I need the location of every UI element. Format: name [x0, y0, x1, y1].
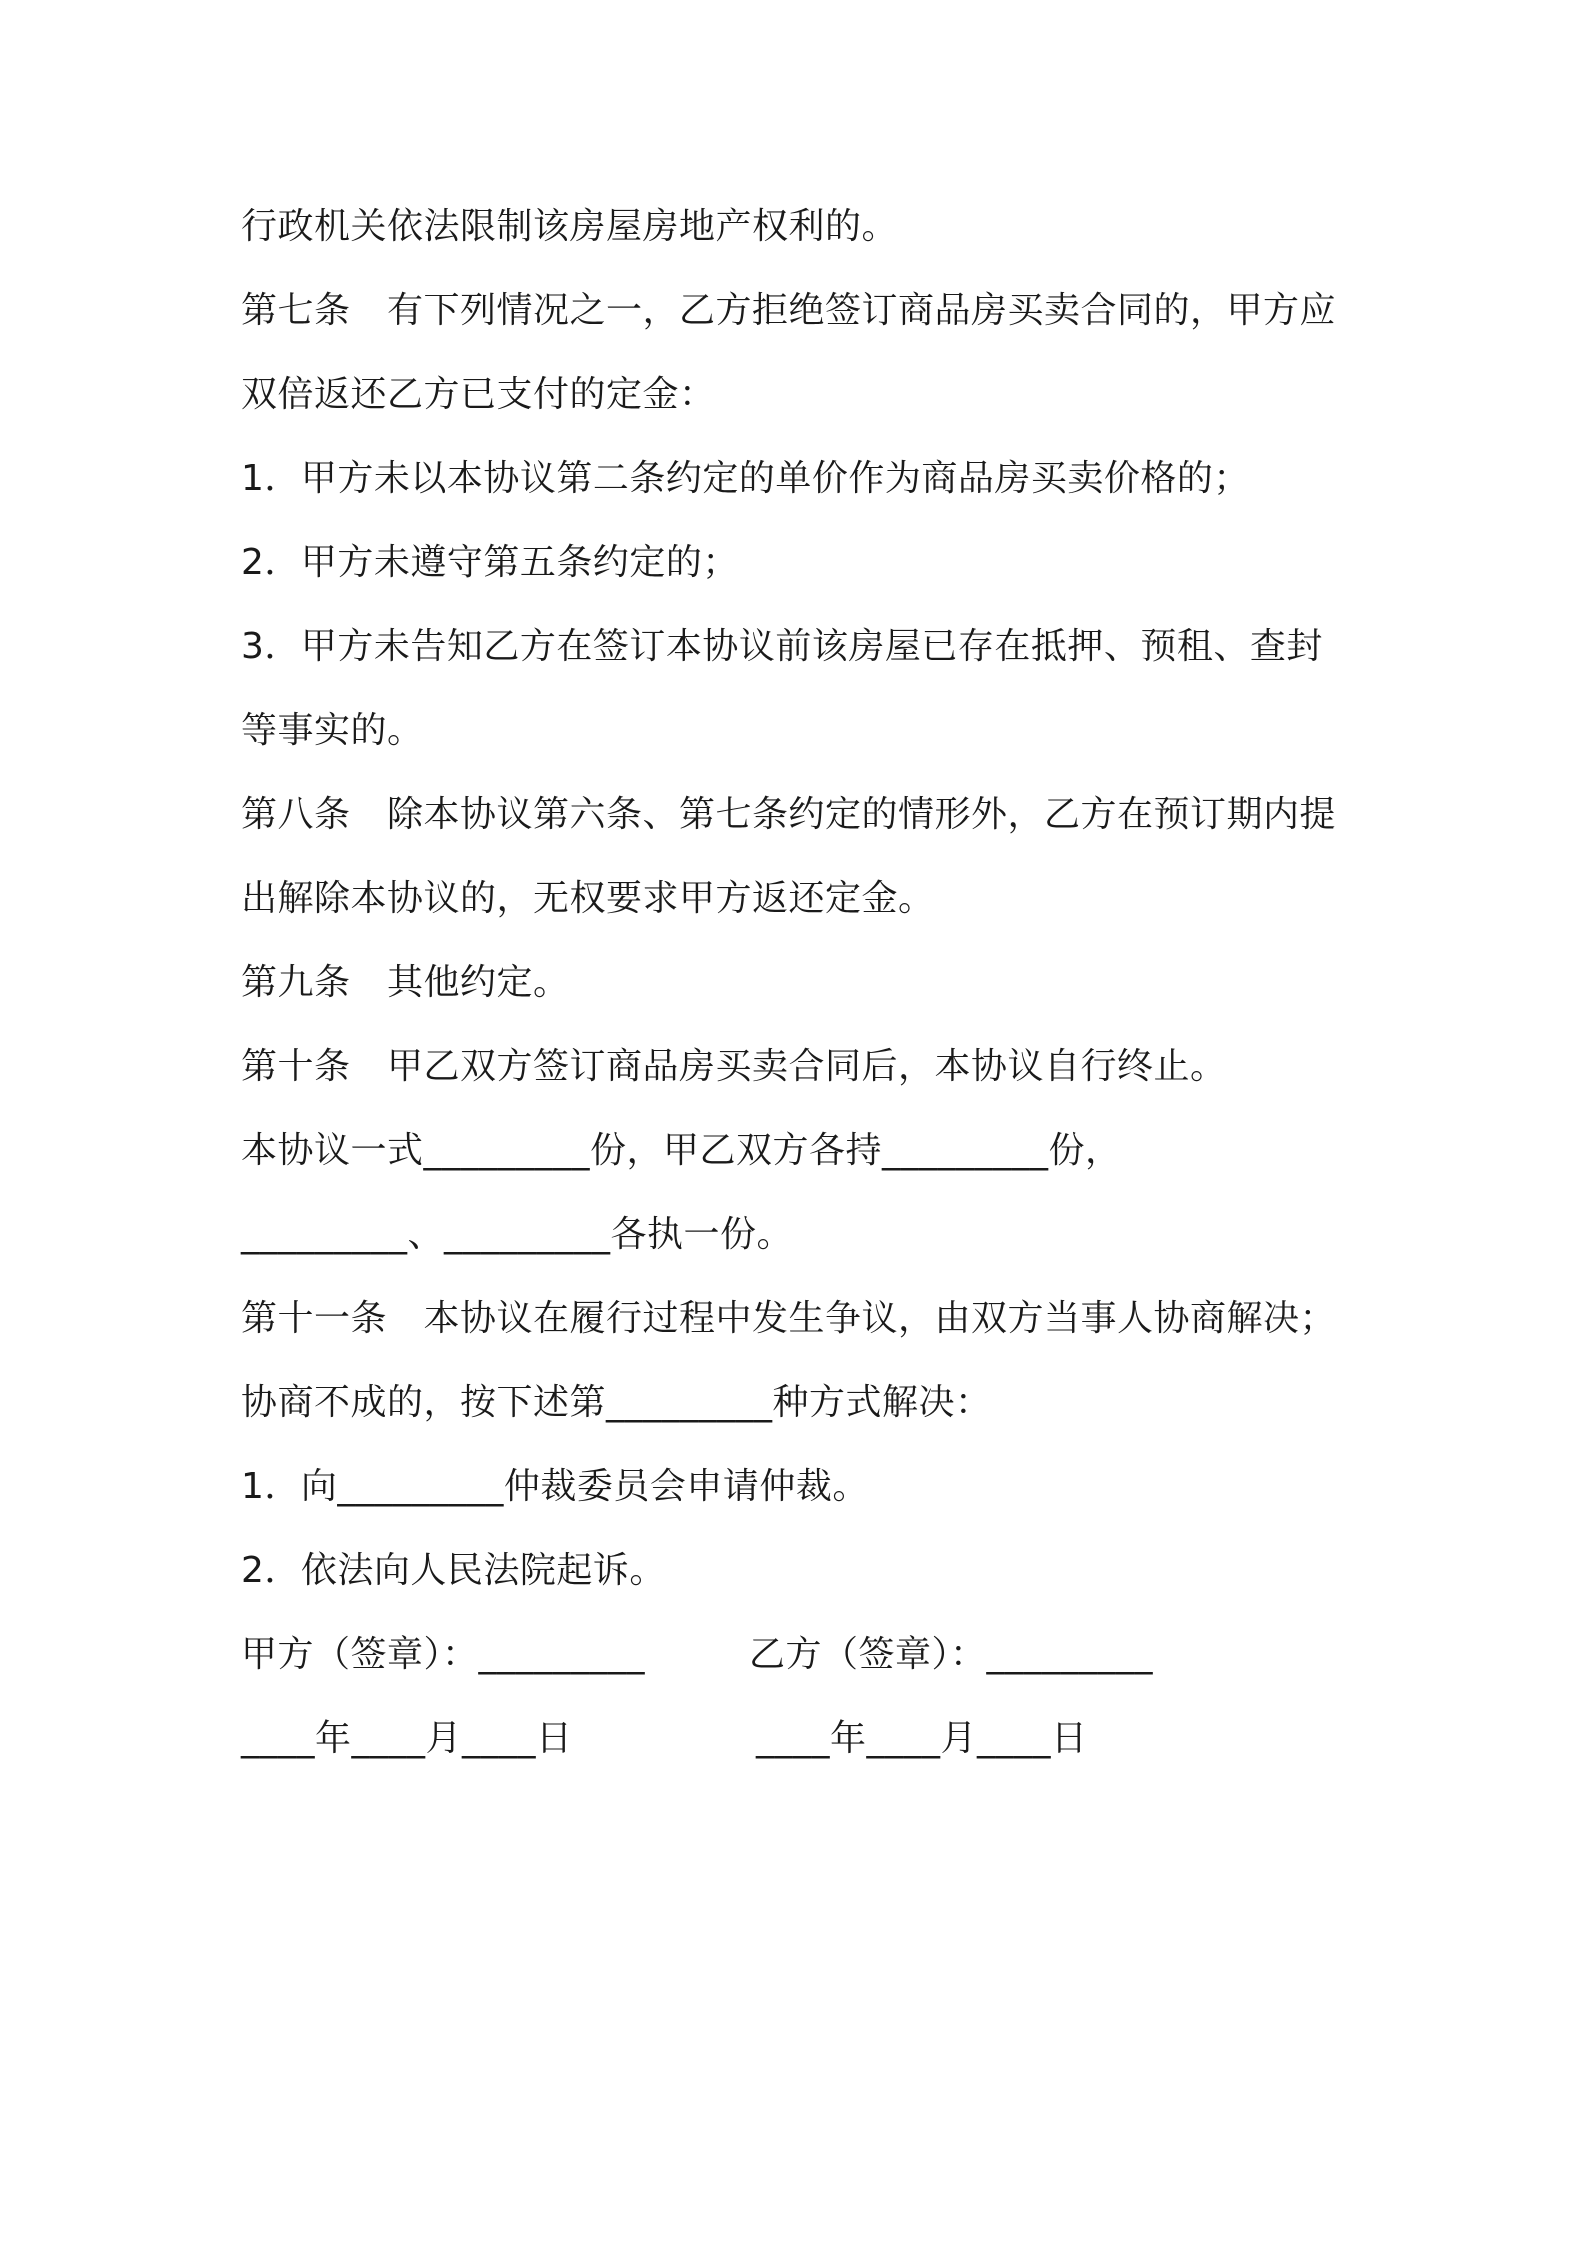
clause-11-item-1: 1．向_________仲裁委员会申请仲裁。 — [241, 1466, 869, 1507]
clause-line: 出解除本协议的，无权要求甲方返还定金。 — [241, 878, 935, 919]
clause-line: 行政机关依法限制该房屋房地产权利的。 — [241, 206, 899, 247]
clause-line: 等事实的。 — [241, 710, 424, 751]
copies-line: _________、_________各执一份。 — [241, 1214, 794, 1255]
party-b-signature: 乙方（签章）：_________ — [749, 1634, 1154, 1675]
clause-line: 协商不成的，按下述第_________种方式解决： — [241, 1382, 992, 1423]
clause-7-item-2: 2．甲方未遵守第五条约定的； — [241, 542, 739, 583]
clause-line: 双倍返还乙方已支付的定金： — [241, 374, 716, 415]
clause-11-heading: 第十一条 本协议在履行过程中发生争议，由双方当事人协商解决； — [241, 1298, 1337, 1339]
clause-7-item-3: 3．甲方未告知乙方在签订本协议前该房屋已存在抵押、预租、查封 — [241, 626, 1323, 667]
clause-9-heading: 第九条 其他约定。 — [241, 962, 570, 1003]
clause-7-heading: 第七条 有下列情况之一，乙方拒绝签订商品房买卖合同的，甲方应 — [241, 290, 1337, 331]
clause-10-heading: 第十条 甲乙双方签订商品房买卖合同后，本协议自行终止。 — [241, 1046, 1227, 1087]
party-a-date: ____年____月____日 — [241, 1718, 573, 1759]
party-b-date: ____年____月____日 — [756, 1718, 1088, 1759]
clause-11-item-2: 2．依法向人民法院起诉。 — [241, 1550, 666, 1591]
copies-line: 本协议一式_________份，甲乙双方各持_________份， — [241, 1130, 1122, 1171]
clause-7-item-1: 1．甲方未以本协议第二条约定的单价作为商品房买卖价格的； — [241, 458, 1250, 499]
party-a-signature: 甲方（签章）：_________ — [241, 1634, 646, 1675]
clause-8-heading: 第八条 除本协议第六条、第七条约定的情形外，乙方在预订期内提 — [241, 794, 1337, 835]
